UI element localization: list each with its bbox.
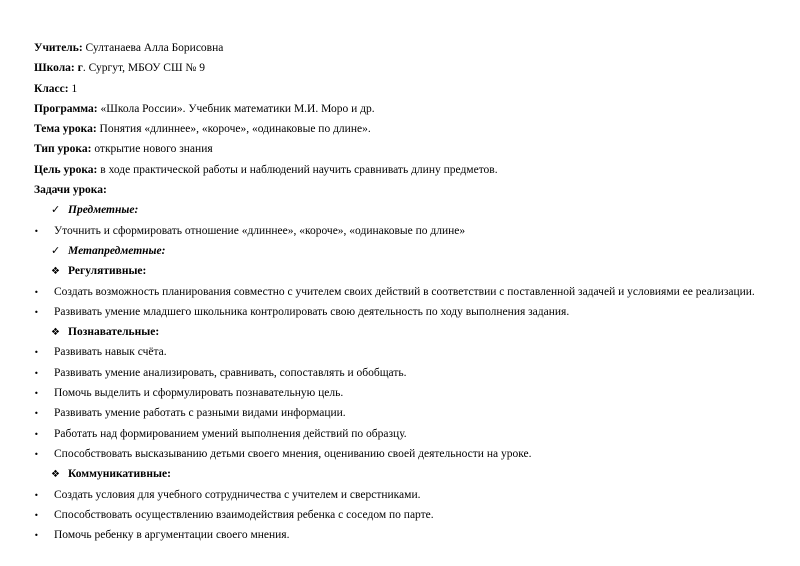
goal-label: Цель урока: — [34, 163, 98, 176]
list-item: • Способствовать осуществлению взаимодействия ребенка с соседом по парте. — [34, 505, 780, 525]
class-line — [34, 79, 780, 99]
bullet-icon: • — [34, 429, 39, 439]
program-line — [34, 99, 780, 119]
check-icon: ✓ — [51, 243, 61, 257]
cognitive-heading — [34, 322, 780, 342]
regulatory-heading — [34, 261, 780, 281]
topic-line — [34, 119, 780, 139]
communicative-title: Коммуникативные: — [68, 468, 171, 481]
goal-line — [34, 160, 780, 180]
program-value: «Школа России». Учебник математики М.И. Моро и др. — [97, 102, 375, 115]
school-value: . Сургут, МБОУ СШ № 9 — [82, 62, 206, 75]
lesson-type-line — [34, 139, 780, 159]
list-item: • Развивать умение работать с разными видами информации. — [34, 403, 780, 423]
check-icon: ✓ — [51, 203, 61, 217]
teacher-value: Султанаева Алла Борисовна — [82, 42, 224, 54]
bullet-icon: • — [34, 226, 39, 236]
goal-value: в ходе практической работы и наблюдений научить сравнивать длину предметов. — [97, 163, 498, 176]
list-item: • Уточнить и сформировать отношение «длиннее», «короче», «одинаковые по длине» — [34, 221, 780, 241]
subject-title: Предметные: — [68, 204, 139, 217]
list-item: • Способствовать высказыванию детьми своего мнения, оцениванию своей деятельности на уроке. — [34, 444, 780, 464]
communicative-heading — [34, 464, 780, 484]
teacher-label: Учитель: — [34, 42, 83, 54]
program-label: Программа: — [34, 102, 98, 115]
bullet-icon: • — [34, 287, 39, 297]
list-item: • Развивать умение младшего школьника контролировать свою деятельность по ходу выполнения задания. — [34, 302, 780, 322]
bullet-icon: • — [34, 531, 39, 541]
bullet-icon: • — [34, 307, 39, 317]
school-line — [34, 58, 780, 78]
class-value: 1 — [68, 82, 78, 95]
topic-label: Тема урока: — [34, 123, 97, 136]
diamond-bullet-icon: ❖ — [51, 327, 60, 339]
diamond-bullet-icon: ❖ — [51, 469, 60, 481]
bullet-icon: • — [34, 409, 39, 419]
lesson-type-value: открытие нового знания — [91, 143, 213, 156]
diamond-bullet-icon: ❖ — [51, 266, 60, 278]
bullet-icon: • — [34, 449, 39, 459]
list-item: • Работать над формированием умений выполнения действий по образцу. — [34, 424, 780, 444]
lesson-type-label: Тип урока: — [34, 143, 92, 156]
regulatory-title: Регулятивные: — [68, 265, 147, 278]
lesson-plan — [34, 38, 780, 545]
subject-heading — [34, 200, 780, 220]
bullet-icon: • — [34, 368, 39, 378]
list-item: • Помочь выделить и сформулировать познавательную цель. — [34, 383, 780, 403]
list-item: • Развивать навык счёта. — [34, 342, 780, 362]
list-item: • Создать условия для учебного сотрудничества с учителем и сверстниками. — [34, 485, 780, 505]
teacher-line — [34, 38, 780, 58]
school-label: Школа: г — [34, 62, 83, 75]
list-item: • Помочь ребенку в аргументации своего мнения. — [34, 525, 780, 545]
meta-title: Метапредметные: — [68, 244, 166, 257]
bullet-icon: • — [34, 510, 39, 520]
class-label: Класс: — [34, 82, 69, 95]
cognitive-title: Познавательные: — [68, 326, 160, 339]
meta-heading — [34, 241, 780, 261]
list-item: • Создать возможность планирования совместно с учителем своих действий в соответствии с поставленной задачей и условиями ее реализации. — [34, 282, 780, 302]
tasks-heading: Задачи урока: — [34, 184, 107, 197]
topic-value: Понятия «длиннее», «короче», «одинаковые по длине». — [96, 123, 371, 136]
bullet-icon: • — [34, 348, 39, 358]
list-item: • Развивать умение анализировать, сравнивать, сопоставлять и обобщать. — [34, 363, 780, 383]
bullet-icon: • — [34, 490, 39, 500]
bullet-icon: • — [34, 389, 39, 399]
